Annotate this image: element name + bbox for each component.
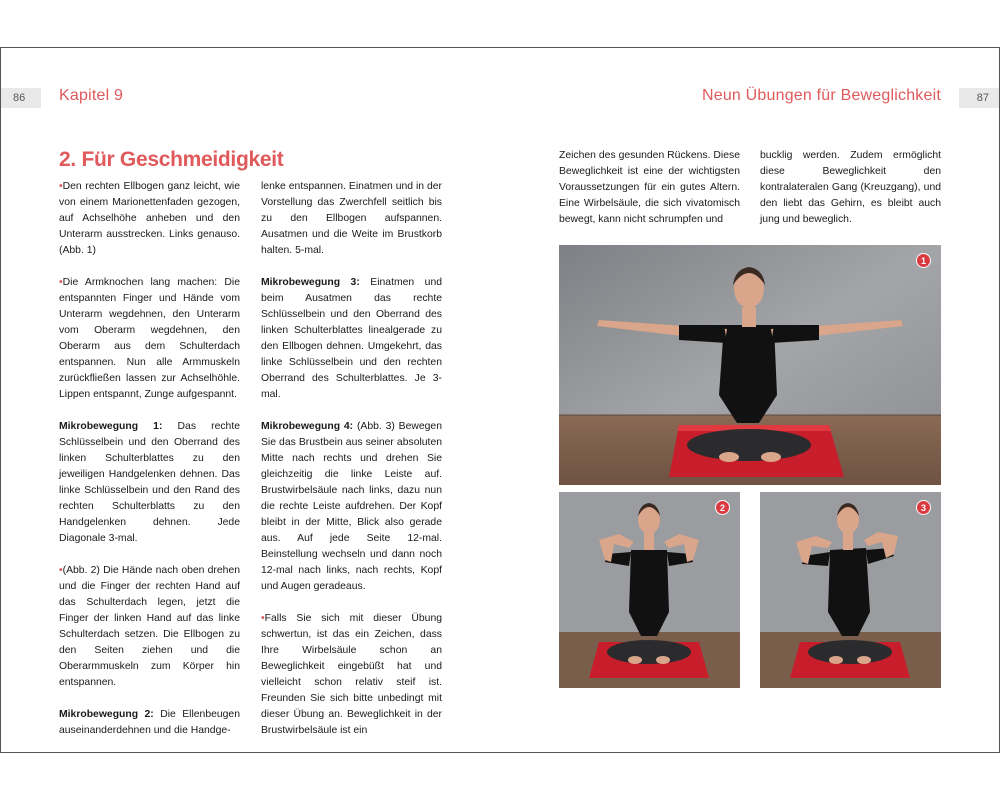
micro-movement-label: Mikrobewegung 1: [59,421,163,432]
paragraph: lenke entspannen. Einatmen und in der Vorstellung das Zwerchfell seitlich bis zu den Ellbogen aufspannen. Ausatmen und die Weite im Brustkorb halten. 5-mal. [261,181,442,256]
text-column-4: bucklig werden. Zudem ermöglicht diese Beweglichkeit den kontralateralen Gang (Kreuzgang), und den liebt das Gehirn, es bleibt auch jung und beweglich. [760,150,941,225]
micro-movement-label: Mikrobewegung 2: [59,709,154,720]
paragraph: Mikrobewegung 4: (Abb. 3) Bewegen Sie das Brustbein aus seiner absoluten Mitte nach rechts und drehen Sie gleichzeitig die linke Leiste auf. Brustwirbelsäule nach links, dazu nun die rechte Leiste aufdrehen. Der Kopf bleibt in der Mitte, Blick also gerade aus. Auf jede Seite 12-mal. Beinstellung wechseln und dann noch 12-mal nach links, nach rechts, Kopf und Augen geradeaus. [261,421,442,592]
woman-arms-extended-illustration [559,245,941,485]
text-column-2 [261,179,442,739]
paragraph: •Die Armknochen lang machen: Die entspannten Finger und Hände vom Unterarm wegdehnen, den Unterarm vom Oberarm wegdehnen, den Oberarm aus dem Schulterdach entspannen. Nun alle Armmuskeln zurückfließen lassen zur Achselhöhle. Lippen entspannt, Zunge aufgespannt. [59,277,240,400]
paragraph: •Den rechten Ellbogen ganz leicht, wie von einem Marionettenfaden gezogen, auf Achselhöhe anheben und den Unterarm ausstrecken. Links genauso. (Abb. 1) [59,181,240,256]
paragraph: Mikrobewegung 2: Die Ellenbeugen auseinanderdehnen und die Handge- [59,709,240,736]
exercise-photo-2 [559,492,740,688]
chapter-running-head: Kapitel 9 [59,87,124,104]
book-running-head: Neun Übungen für Beweglichkeit [701,87,941,104]
page-number-left: 86 [1,88,41,108]
left-page [0,48,500,752]
bullet-icon: • [59,181,63,192]
text-column-3: Zeichen des gesunden Rückens. Diese Beweglichkeit ist eine der wichtigsten Voraussetzungen für ein gutes Altern. Eine Wirbelsäule, die sich vivatomisch bewegt, kann nicht schrumpfen und [559,150,740,225]
text-column-1 [59,179,240,739]
paragraph: •(Abb. 2) Die Hände nach oben drehen und die Finger der rechten Hand auf das Schulterdach legen, jetzt die Finger der linken Hand auf das linke Schulterdach setzen. Die Ellbogen zu den Seiten ziehen und die Oberarmmuskeln zum Körper hin entspannen. [59,565,240,688]
woman-torso-rotation-illustration [760,492,941,688]
exercise-photo-1 [559,245,941,485]
bullet-icon: • [59,277,63,288]
paragraph: Mikrobewegung 1: Das rechte Schlüsselbein und den Oberrand des linken Schulterblattes zu den jeweiligen Handgelenken dehnen. Das linke Schlüsselbein und den Rand des rechten Schulterblatts zu den Handgelenken dehnen. Jede Diagonale 3-mal. [59,421,240,544]
figure-number-badge: 2 [715,500,730,515]
bullet-icon: • [261,613,265,624]
micro-movement-label: Mikrobewegung 4: [261,421,354,432]
right-page [500,48,1000,752]
bullet-icon: • [59,565,63,576]
woman-hands-on-shoulders-illustration [559,492,740,688]
figure-number-badge: 3 [916,500,931,515]
paragraph: •Falls Sie sich mit dieser Übung schwertun, ist das ein Zeichen, dass Ihre Wirbelsäule schon an Beweglichkeit eingebüßt hat und vielleicht schon relativ steif ist. Freunden Sie sich bitte unbedingt mit dieser Übung an. Beweglichkeit in der Brustwirbelsäule ist ein [261,613,442,736]
micro-movement-label: Mikrobewegung 3: [261,277,360,288]
section-title: 2. Für Geschmeidigkeit [59,148,284,171]
page-number-right: 87 [959,88,999,108]
exercise-photo-3 [760,492,941,688]
book-spread [0,47,1000,753]
figure-number-badge: 1 [916,253,931,268]
paragraph: Mikrobewegung 3: Einatmen und beim Ausatmen das rechte Schlüsselbein und den Oberrand des linken Schulterblattes linealgerade zu den Ellbogen dehnen. Umgekehrt, das linke Schlüsselbein und den rechten Oberrand des Schulterblattes. Je 3-mal. [261,277,442,400]
